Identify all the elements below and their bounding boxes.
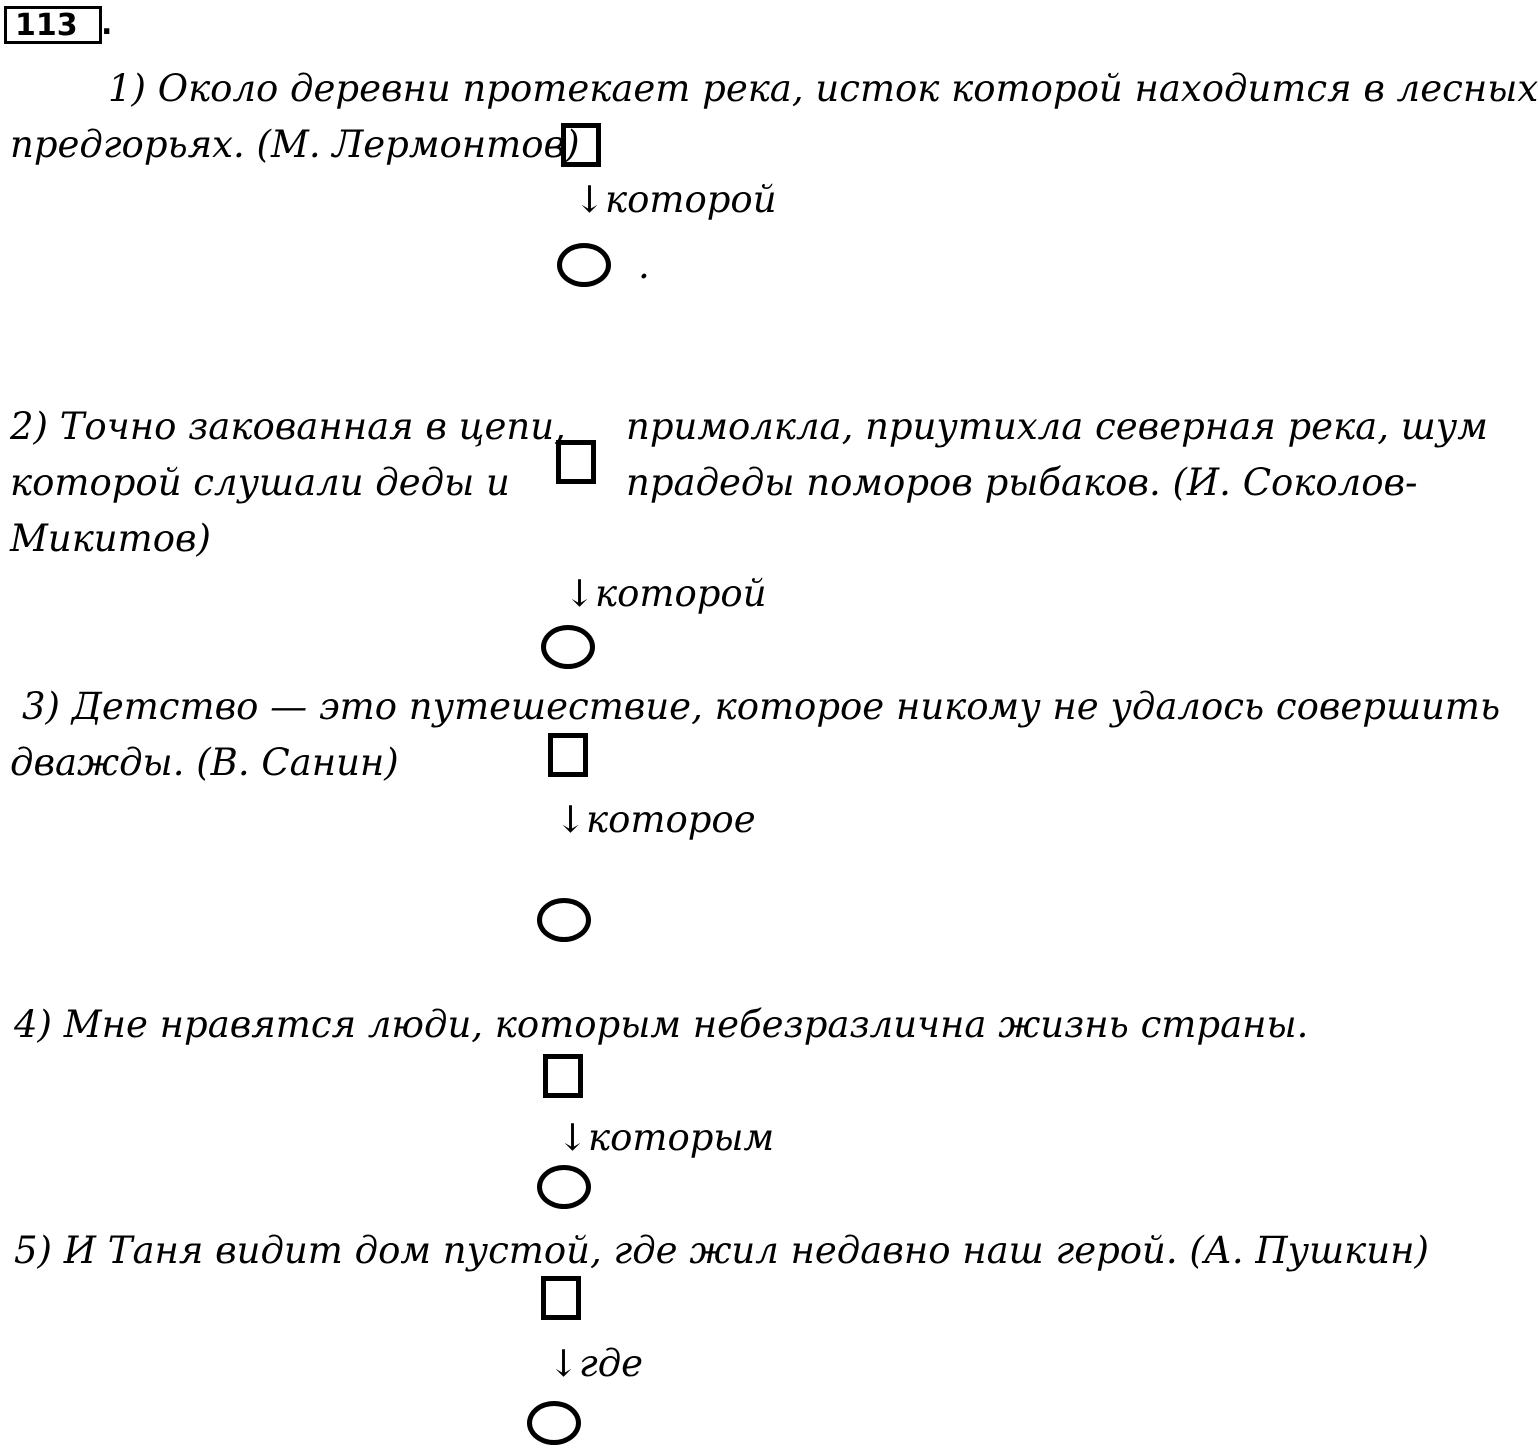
sentence-1-line-1: 1) Около деревни протекает река, исток которой находится в лесных bbox=[108, 67, 1538, 110]
exercise-number-dot: . bbox=[101, 7, 113, 42]
sentence-4-line-1: 4) Мне нравятся люди, которым небезразлична жизнь страны. bbox=[14, 1003, 1309, 1046]
sentence-2-left-line-1: 2) Точно закованная в цепи, bbox=[10, 405, 566, 448]
sentence-5-conjunctive-word: ↓где bbox=[548, 1342, 644, 1385]
main-clause-square bbox=[541, 1276, 581, 1320]
sentence-3-line-2: дважды. (В. Санин) bbox=[10, 741, 399, 784]
subordinate-clause-circle bbox=[527, 1401, 581, 1445]
sentence-2-right-line-2: прадеды поморов рыбаков. (И. Соколов- bbox=[626, 461, 1418, 504]
sentence-2-left-line-2: которой слушали деды и bbox=[10, 461, 510, 504]
main-clause-square bbox=[556, 440, 596, 484]
sentence-3-line-1: 3) Детство — это путешествие, которое никому не удалось совершить bbox=[22, 685, 1501, 728]
sentence-1-conjunctive-word: ↓которой bbox=[574, 178, 777, 221]
subordinate-clause-circle bbox=[541, 625, 595, 669]
main-clause-square bbox=[548, 733, 588, 777]
subordinate-clause-circle bbox=[537, 1165, 591, 1209]
sentence-1-trailing-dot: . bbox=[638, 244, 650, 287]
subordinate-clause-circle bbox=[537, 898, 591, 942]
sentence-2-conjunctive-word: ↓которой bbox=[564, 572, 767, 615]
sentence-5-line-1: 5) И Таня видит дом пустой, где жил недавно наш герой. (А. Пушкин) bbox=[14, 1229, 1429, 1272]
exercise-number: 113 bbox=[4, 6, 102, 44]
sentence-4-conjunctive-word: ↓которым bbox=[557, 1116, 775, 1159]
sentence-3-conjunctive-word: ↓которое bbox=[555, 798, 756, 841]
sentence-1-line-2: предгорьях. (М. Лермонтов) bbox=[10, 123, 580, 166]
sentence-2-right-line-1: примолкла, приутихла северная река, шум bbox=[626, 405, 1488, 448]
sentence-2-left-line-3: Микитов) bbox=[10, 517, 211, 560]
subordinate-clause-circle bbox=[557, 243, 611, 287]
main-clause-square bbox=[561, 123, 601, 167]
main-clause-square bbox=[543, 1054, 583, 1098]
